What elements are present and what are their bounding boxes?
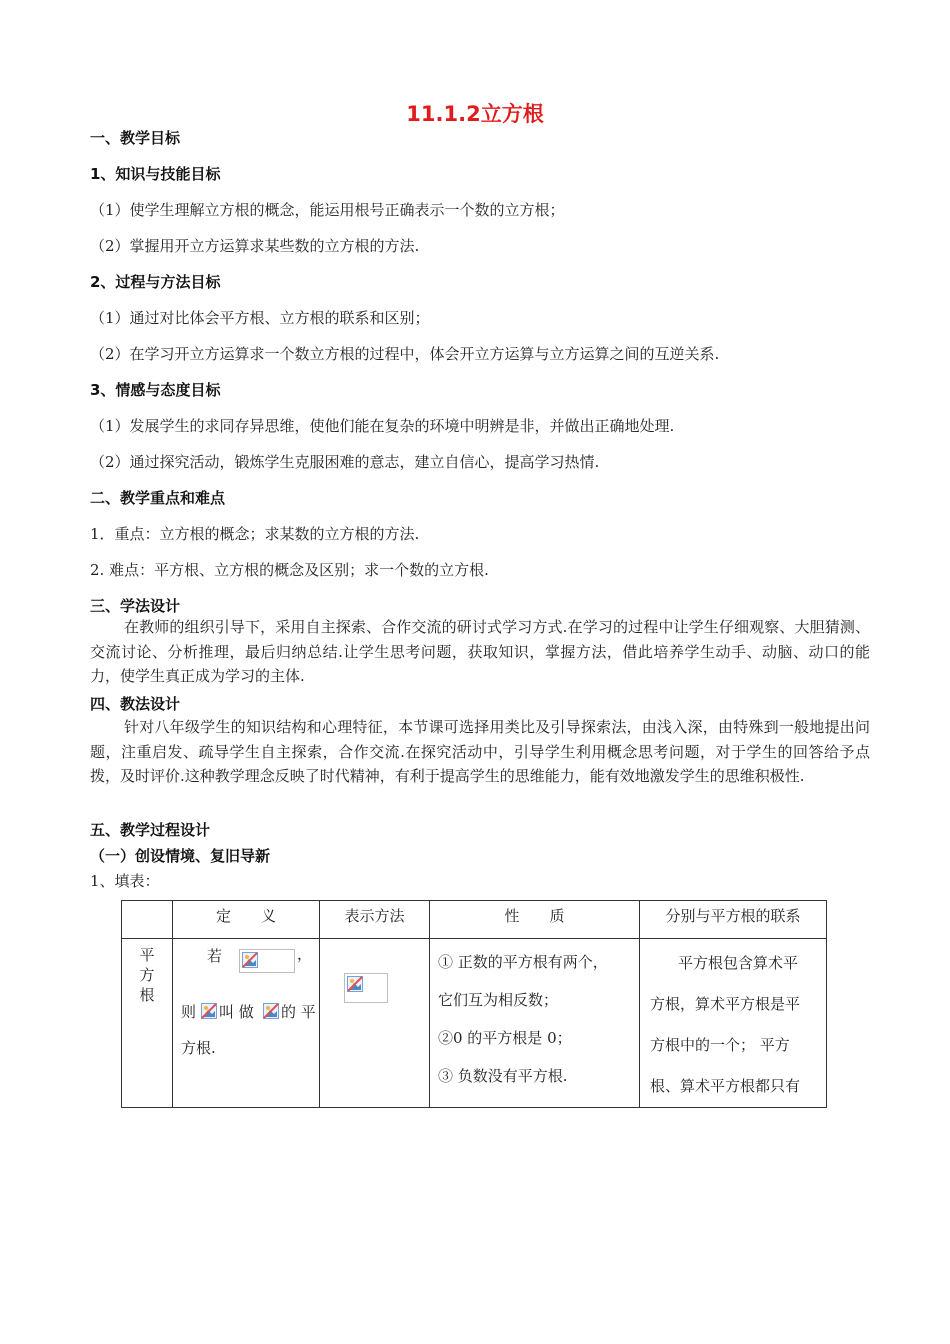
goal-item: （1）使学生理解立方根的概念，能运用根号正确表示一个数的立方根； — [90, 201, 565, 219]
formula-image-placeholder — [201, 1001, 221, 1021]
comparison-table — [121, 900, 827, 1108]
goal-item: （2）掌握用开立方运算求某些数的立方根的方法. — [90, 237, 420, 255]
study-method-paragraph: 在教师的组织引导下，采用自主探索、合作交流的研讨式学习方式.在学习的过程中让学生仔细观察、大胆猜测、交流讨论、分析推理，最后归纳总结.让学生思考问题，获取知识，掌握方法，借此培养学生动手、动脑、动口的能力，使学生真正成为学习的主体. — [90, 618, 870, 685]
def-de: 的 平 — [281, 1003, 316, 1021]
subheading-emotion: 3、情感与态度目标 — [90, 381, 221, 399]
section-heading-process: 五、教学过程设计 — [90, 821, 211, 839]
table-header-row — [122, 901, 827, 939]
section-heading-study-method: 三、学法设计 — [90, 597, 181, 615]
goal-item: （2）通过探究活动，锻炼学生克服困难的意志，建立自信心，提高学习热情. — [90, 453, 600, 471]
property-line: ③ 负数没有平方根. — [438, 1067, 568, 1085]
section-heading-keypoints: 二、教学重点和难点 — [90, 489, 226, 507]
subsection-heading: （一）创设情境、复旧导新 — [90, 847, 271, 865]
definition-cell — [173, 939, 320, 1108]
keypoint-item: 1．重点：立方根的概念；求某数的立方根的方法. — [90, 525, 420, 543]
def-comma: ， — [297, 945, 313, 963]
broken-image-icon — [263, 1003, 279, 1019]
goal-item: （1）通过对比体会平方根、立方根的联系和区别； — [90, 309, 430, 327]
relation-line: 方根中的一个； 平方 — [650, 1036, 790, 1054]
property-line: ① 正数的平方根有两个， — [438, 953, 608, 971]
formula-image-placeholder — [344, 973, 388, 1003]
section-heading-goals: 一、教学目标 — [90, 129, 181, 147]
table-header-cell: 表示方法 — [320, 901, 430, 939]
fill-table-label: 1、填表： — [90, 872, 160, 890]
subheading-knowledge: 1、知识与技能目标 — [90, 165, 221, 183]
section-heading-teaching-method: 四、教法设计 — [90, 695, 181, 713]
relation-line: 平方根包含算术平 — [678, 954, 799, 972]
relation-line: 根、算术平方根都只有 — [650, 1077, 801, 1095]
broken-image-icon — [347, 976, 363, 992]
goal-item: （1）发展学生的求同存异思维，使他们能在复杂的环境中明辨是非，并做出正确地处理. — [90, 417, 675, 435]
row-label: 平方根 — [139, 946, 155, 1004]
broken-image-icon — [201, 1003, 217, 1019]
keypoint-item: 2. 难点：平方根、立方根的概念及区别；求一个数的立方根. — [90, 561, 489, 579]
def-ruo: 若 — [207, 947, 223, 965]
notation-cell — [320, 939, 430, 1108]
table-header-cell: 分别与平方根的联系 — [640, 901, 827, 939]
def-end: 方根. — [181, 1039, 216, 1057]
page-title: 11.1.2立方根 — [406, 102, 544, 126]
goal-item: （2）在学习开立方运算求一个数立方根的过程中，体会开立方运算与立方运算之间的互逆关系. — [90, 345, 720, 363]
table-header-cell: 性 质 — [430, 901, 640, 939]
teaching-method-paragraph: 针对八年级学生的知识结构和心理特征，本节课可选择用类比及引导探索法，由浅入深，由特殊到一般地提出问题，注重启发、疏导学生自主探索，合作交流.在探究活动中，引导学生利用概念思考问题，对于学生的回答给予点拨，及时评价.这种教学理念反映了时代精神，有利于提高学生的思维能力，能有效地激发学生的思维积极性. — [90, 718, 870, 785]
property-line: 它们互为相反数； — [438, 991, 559, 1009]
broken-image-icon — [242, 952, 258, 968]
table-header-cell — [122, 901, 173, 939]
formula-image-placeholder — [263, 1001, 283, 1021]
formula-image-placeholder — [239, 949, 295, 973]
row-label-cell — [122, 939, 173, 1108]
def-ze: 则 — [181, 1003, 197, 1021]
table-header-cell: 定 义 — [173, 901, 320, 939]
property-cell — [430, 939, 640, 1108]
relation-cell — [640, 939, 827, 1108]
subheading-process: 2、过程与方法目标 — [90, 273, 221, 291]
table-row — [122, 939, 827, 1108]
relation-line: 方根，算术平方根是平 — [650, 995, 801, 1013]
def-jiao: 叫 做 — [219, 1003, 254, 1021]
property-line: ②0 的平方根是 0； — [438, 1029, 572, 1047]
